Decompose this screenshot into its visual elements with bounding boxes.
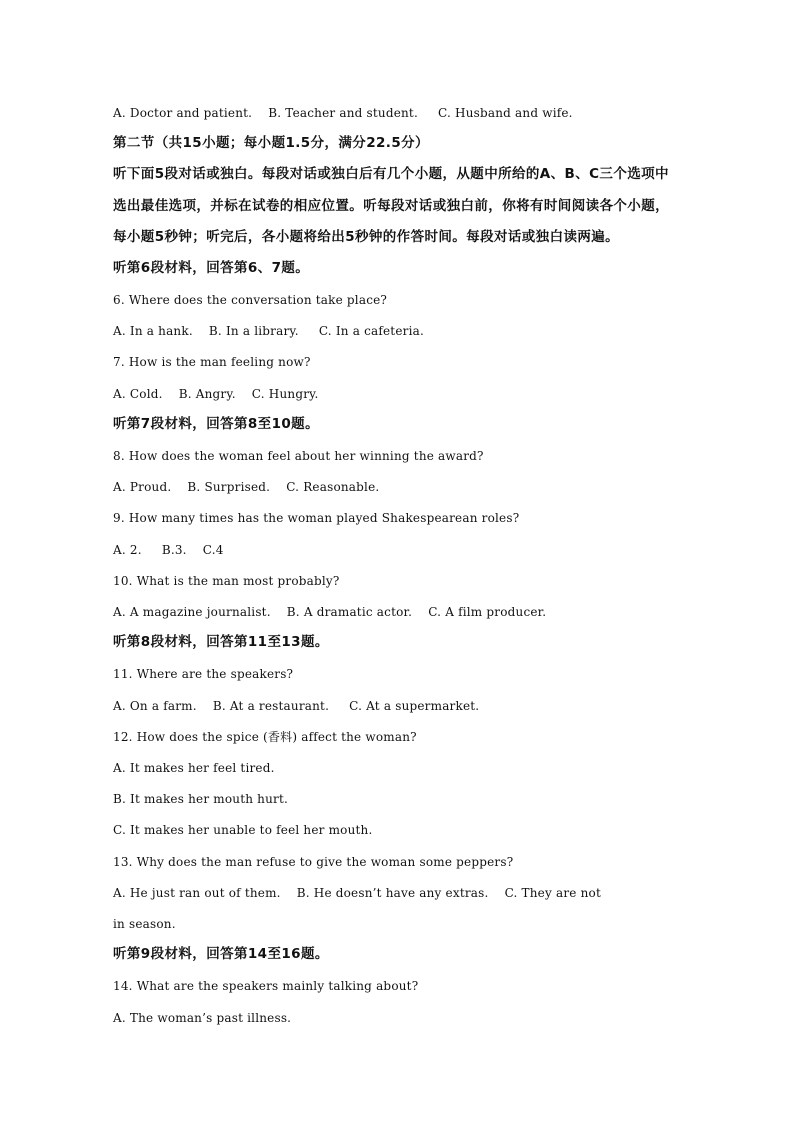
question-10: 10. What is the man most probably? [113,574,340,588]
question-12: 12. How does the spice (香料) affect the woman? [113,730,417,744]
question-14: 14. What are the speakers mainly talking about? [113,979,419,993]
question-9: 9. How many times has the woman played Shakespearean roles? [113,511,520,525]
section-heading: 第二节（共15小题；每小题1.5分，满分22.5分） [113,135,429,151]
question-9-options: A. 2. B.3. C.4 [113,543,224,557]
question-11: 11. Where are the speakers? [113,667,294,681]
material-heading-9: 听第9段材料，回答第14至16题。 [113,946,329,962]
material-heading-6: 听第6段材料，回答第6、7题。 [113,260,310,276]
instructions-line-1: 听下面5段对话或独白。每段对话或独白后有几个小题，从题中所给的A、B、C三个选项中 [113,166,669,182]
material-heading-8: 听第8段材料，回答第11至13题。 [113,634,329,650]
question-14-option-a: A. The woman’s past illness. [113,1011,292,1025]
question-8: 8. How does the woman feel about her winning the award? [113,449,484,463]
question-11-options: A. On a farm. B. At a restaurant. C. At a supermarket. [113,699,480,713]
question-13: 13. Why does the man refuse to give the woman some peppers? [113,855,514,869]
question-7: 7. How is the man feeling now? [113,355,311,369]
question-12-option-a: A. It makes her feel tired. [113,761,275,775]
instructions-line-3: 每小题5秒钟；听完后，各小题将给出5秒钟的作答时间。每段对话或独白读两遍。 [113,229,620,245]
question-13-options-continued: in season. [113,917,176,931]
question-6-options: A. In a hank. B. In a library. C. In a cafeteria. [113,324,424,338]
instructions-line-2: 选出最佳选项，并标在试卷的相应位置。听每段对话或独白前，你将有时间阅读各个小题， [113,198,669,214]
question-8-options: A. Proud. B. Surprised. C. Reasonable. [113,480,380,494]
question-12-option-c: C. It makes her unable to feel her mouth. [113,823,373,837]
question-6: 6. Where does the conversation take place? [113,293,388,307]
material-heading-7: 听第7段材料，回答第8至10题。 [113,416,319,432]
answer-options-line: A. Doctor and patient. B. Teacher and student. C. Husband and wife. [113,106,573,120]
question-12-option-b: B. It makes her mouth hurt. [113,792,289,806]
question-7-options: A. Cold. B. Angry. C. Hungry. [113,387,319,401]
question-10-options: A. A magazine journalist. B. A dramatic actor. C. A film producer. [113,605,547,619]
question-13-options: A. He just ran out of them. B. He doesn’t have any extras. C. They are not [113,886,601,900]
